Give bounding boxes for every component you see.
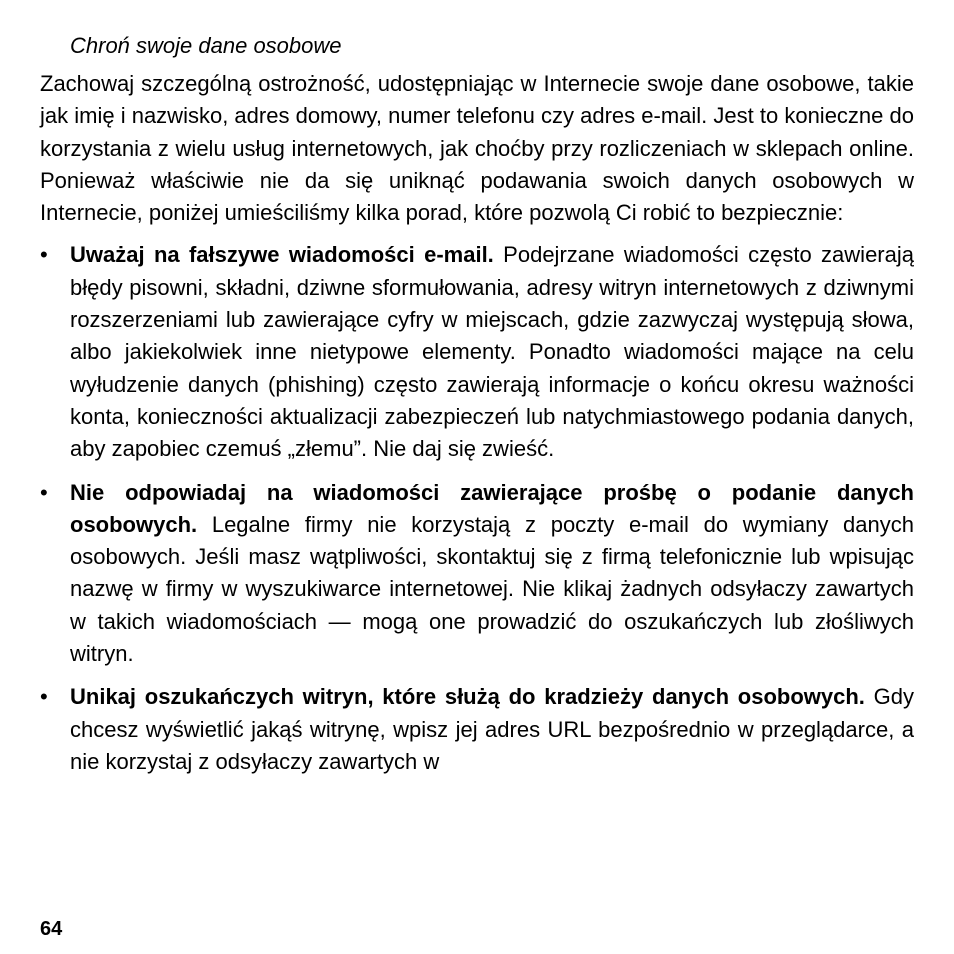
intro-paragraph: Zachowaj szczególną ostrożność, udostępniając w Internecie swoje dane osobowe, takie jak imię i nazwisko, adres domowy, numer telefonu czy adres e-mail. Jest to konieczne do korzystania z wielu usług internetowych, jak choćby przy rozliczeniach w sklepach online. Ponieważ właściwie nie da się uniknąć podawania swoich danych osobowych w Internecie, poniżej umieściliśmy kilka porad, które pozwolą Ci robić to bezpiecznie: [40, 71, 914, 226]
document-page [40, 30, 914, 789]
list-item [40, 239, 914, 465]
bullet-text: Legalne firmy nie korzystają z poczty e-mail do wymiany danych osobowych. Jeśli masz wątpliwości, skontaktuj się z firmą telefonicznie lub wpisując nazwę w firmy w wyszukiwarce internetowej. Nie klikaj żadnych odsyłaczy zawartych w takich wiadomościach — mogą one prowadzić do oszukańczych lub złośliwych witryn. [70, 511, 914, 667]
bullet-text: Podejrzane wiadomości często zawierają błędy pisowni, składni, dziwne sformułowania, adresy witryn internetowych z dziwnymi rozszerzeniami lub zawierające cyfry w miejscach, gdzie zazwyczaj występują słowa, albo jakiekolwiek inne nietypowe elementy. Ponadto wiadomości mające na celu wyłudzenie danych (phishing) często zawierają informacje o końcu okresu ważności konta, konieczności aktualizacji zabezpieczeń lub natychmiastowego podania danych, aby zapobiec czemuś „złemu”. Nie daj się zwieść. [70, 242, 914, 462]
bullet-title: Uważaj na fałszywe wiadomości e-mail. [70, 242, 494, 268]
page-number: 64 [40, 918, 63, 940]
tips-list [40, 239, 914, 778]
bullet-icon: • [40, 684, 48, 710]
bullet-text: Gdy chcesz wyświetlić jakąś witrynę, wpisz jej adres URL bezpośrednio w przeglądarce, a nie korzystaj z odsyłaczy zawartych w [70, 684, 914, 774]
bullet-title: Nie odpowiadaj na wiadomości zawierające prośbę o podanie danych osobowych. [70, 479, 914, 537]
list-item [40, 681, 914, 778]
section-heading: Chroń swoje dane osobowe [70, 33, 342, 58]
bullet-icon: • [40, 479, 48, 505]
list-item [40, 477, 914, 671]
bullet-title: Unikaj oszukańczych witryn, które służą do kradzieży danych osobowych. [70, 684, 865, 710]
bullet-icon: • [40, 242, 48, 268]
